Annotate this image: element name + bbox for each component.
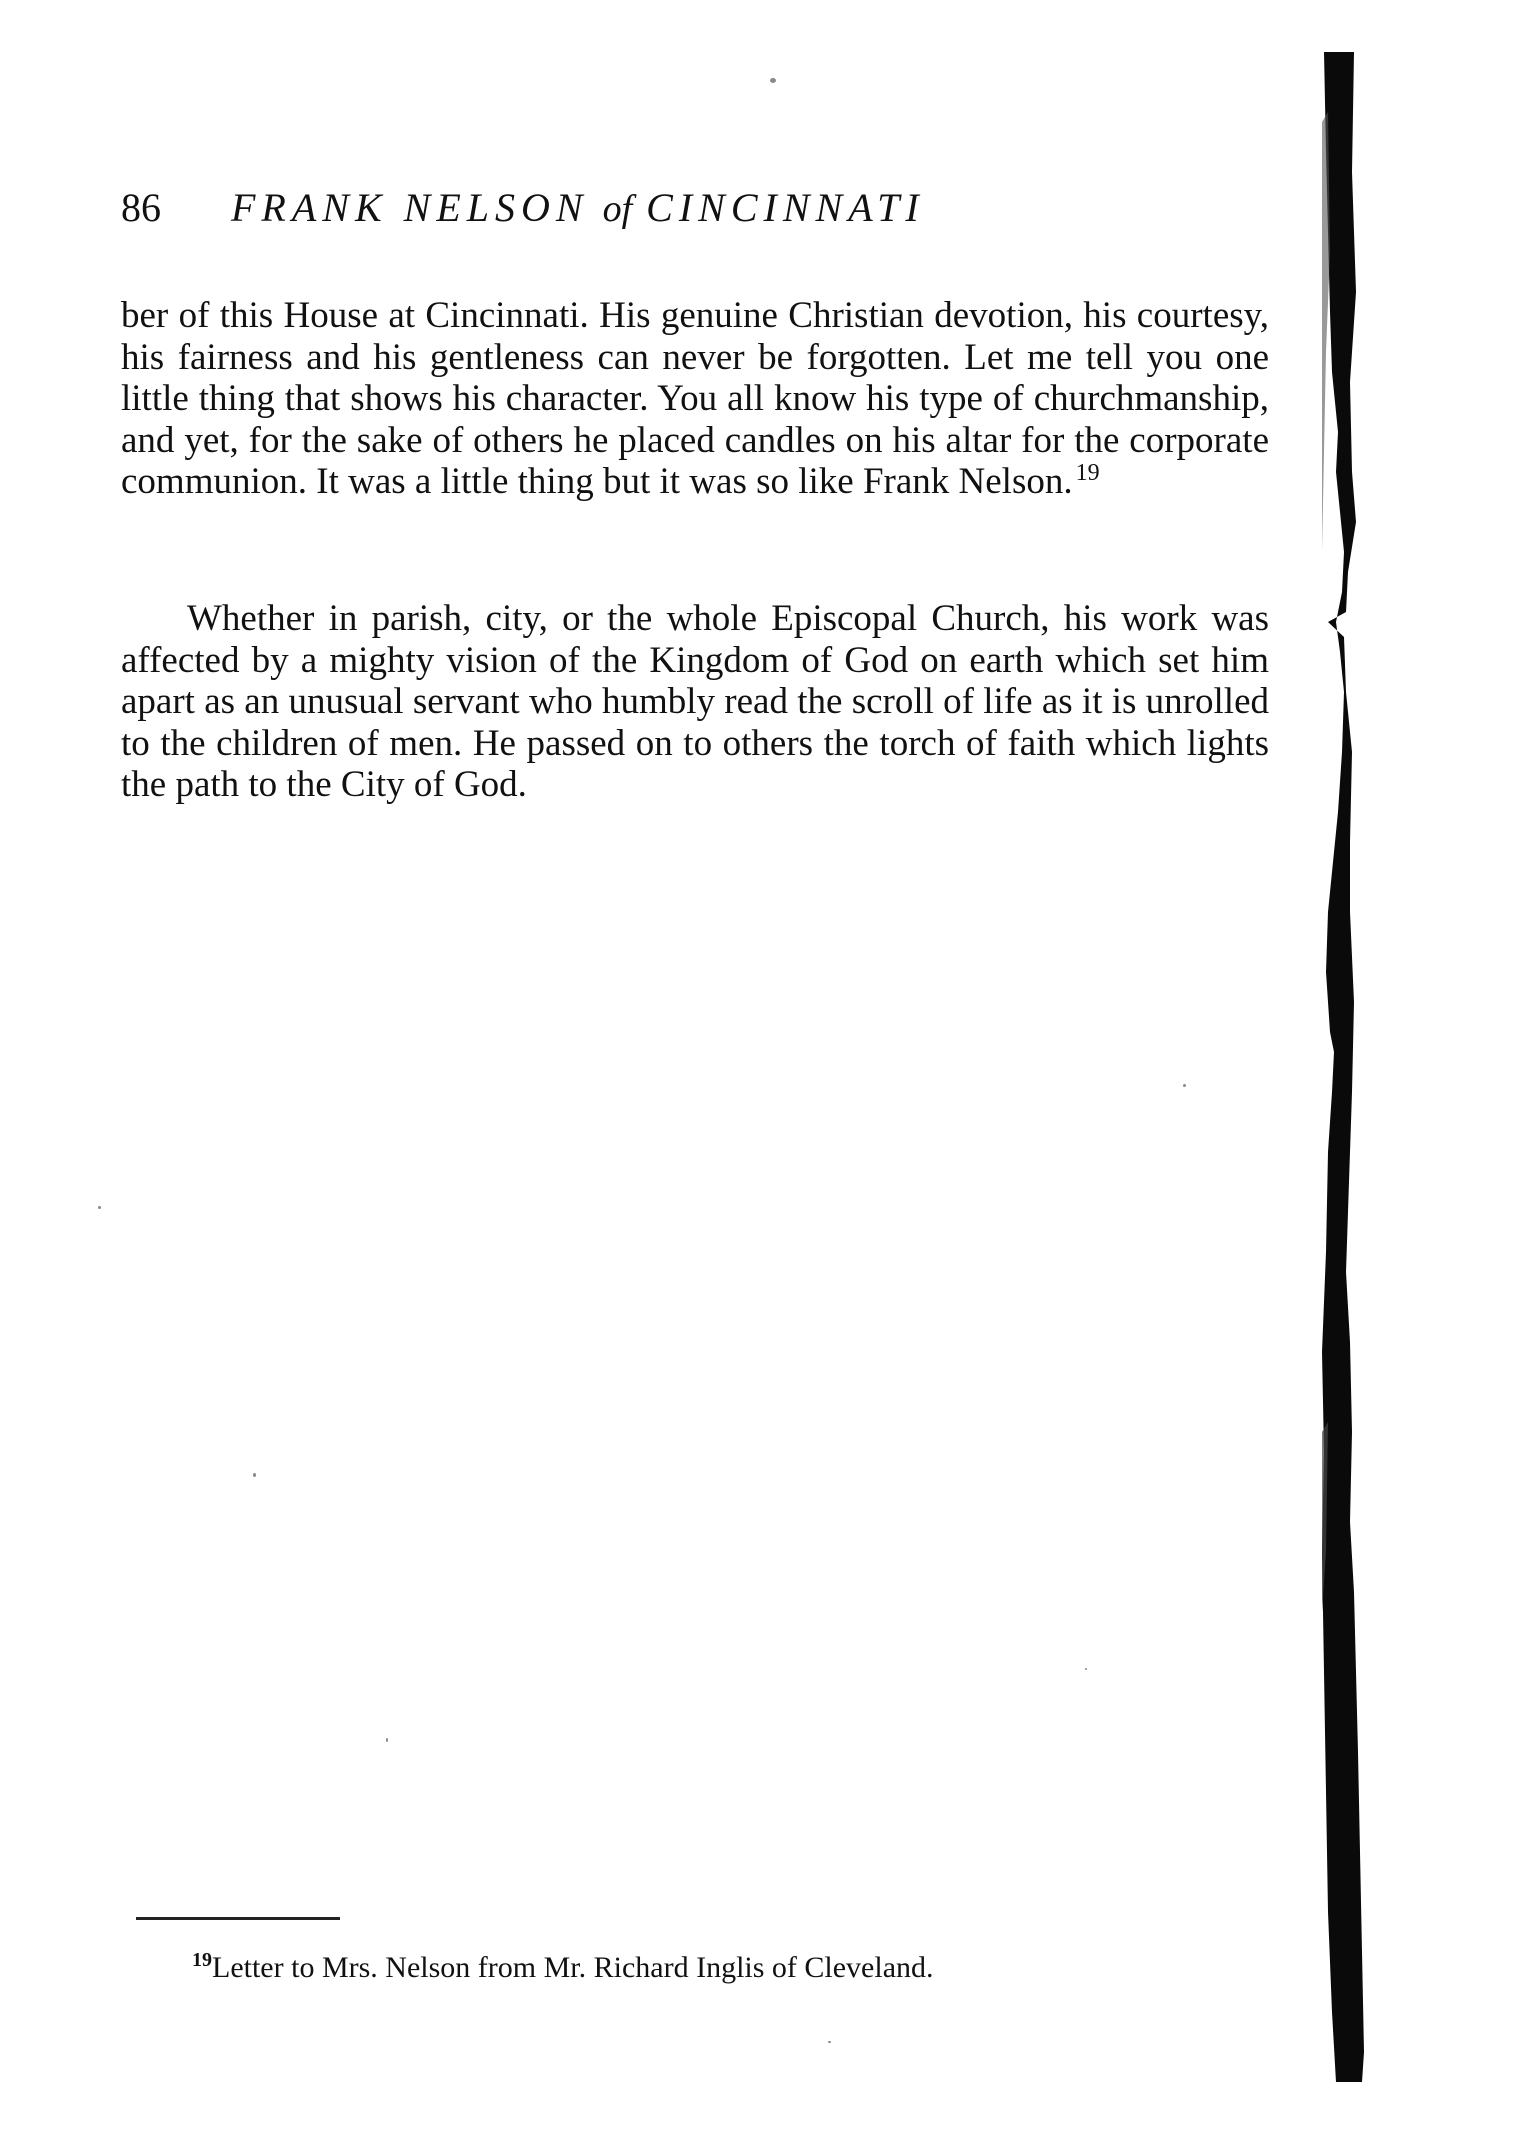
footnote <box>192 1948 934 1988</box>
footnote-number: 19 <box>192 1949 212 1971</box>
paper-speck <box>1183 1084 1186 1087</box>
running-title-of: of <box>602 188 633 230</box>
paper-speck <box>770 78 776 83</box>
paragraph-2 <box>121 598 1269 806</box>
running-title-city: CINCINNATI <box>646 185 925 230</box>
paper-speck <box>386 1738 388 1742</box>
paragraph-1 <box>121 295 1269 503</box>
paragraph-2-text: Whether in parish, city, or the whole Episcopal Church, his work was affected by a mighty vision of the Kingdom of God on earth which set him apart as an unusual servant who humbly read the scroll of life as it is unrolled to the children of men. He passed on to others the torch of faith which lights the path to the City of God. <box>121 598 1269 805</box>
running-title <box>231 178 925 239</box>
footnote-text: Letter to Mrs. Nelson from Mr. Richard Inglis of Cleveland. <box>212 1951 934 1984</box>
paper-speck <box>828 2041 831 2043</box>
footnote-reference[interactable]: 19 <box>1075 459 1100 486</box>
page-number: 86 <box>121 185 161 230</box>
running-head <box>121 178 1271 238</box>
paper-speck <box>253 1473 256 1477</box>
paper-speck <box>1085 1668 1087 1670</box>
footnote-rule <box>136 1917 340 1920</box>
paragraph-1-text: ber of this House at Cincinnati. His genuine Christian devotion, his courtesy, his fairness and his gentleness can never be forgotten. Let me tell you one little thing that shows his character. You all know his type of churchmanship, and yet, for the sake of others he placed candles on his altar for the corporate communion. It was a little thing but it was so like Frank Nelson. <box>121 295 1269 502</box>
paper-speck <box>98 1206 101 1209</box>
running-title-name: FRANK NELSON <box>231 185 589 230</box>
binding-shadow <box>1322 52 1392 2082</box>
